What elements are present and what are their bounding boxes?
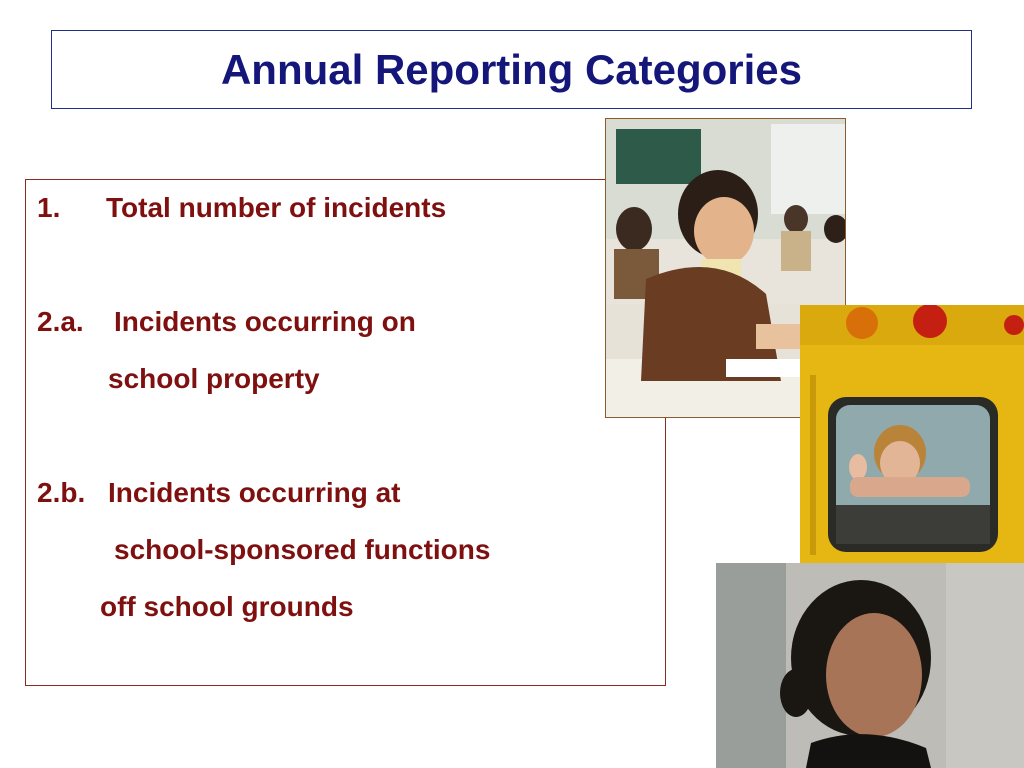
- item-2b-continuation-2: off school grounds: [100, 591, 354, 622]
- item-2b-continuation-1: school-sponsored functions: [114, 534, 491, 565]
- teen-girl-portrait-photo: [716, 563, 1024, 768]
- item-2b-text: Incidents occurring at: [108, 477, 401, 508]
- slide-title: Annual Reporting Categories: [220, 45, 803, 93]
- item-1-text: Total number of incidents: [106, 192, 447, 223]
- item-2a-text: Incidents occurring on: [114, 306, 416, 337]
- item-1-number: 1.: [37, 192, 61, 223]
- school-bus-girl-photo: [800, 305, 1024, 563]
- item-2a-number: 2.a.: [37, 306, 84, 337]
- title-box: [51, 30, 972, 109]
- item-2b-number: 2.b.: [37, 477, 86, 508]
- item-2a-continuation: school property: [108, 363, 320, 394]
